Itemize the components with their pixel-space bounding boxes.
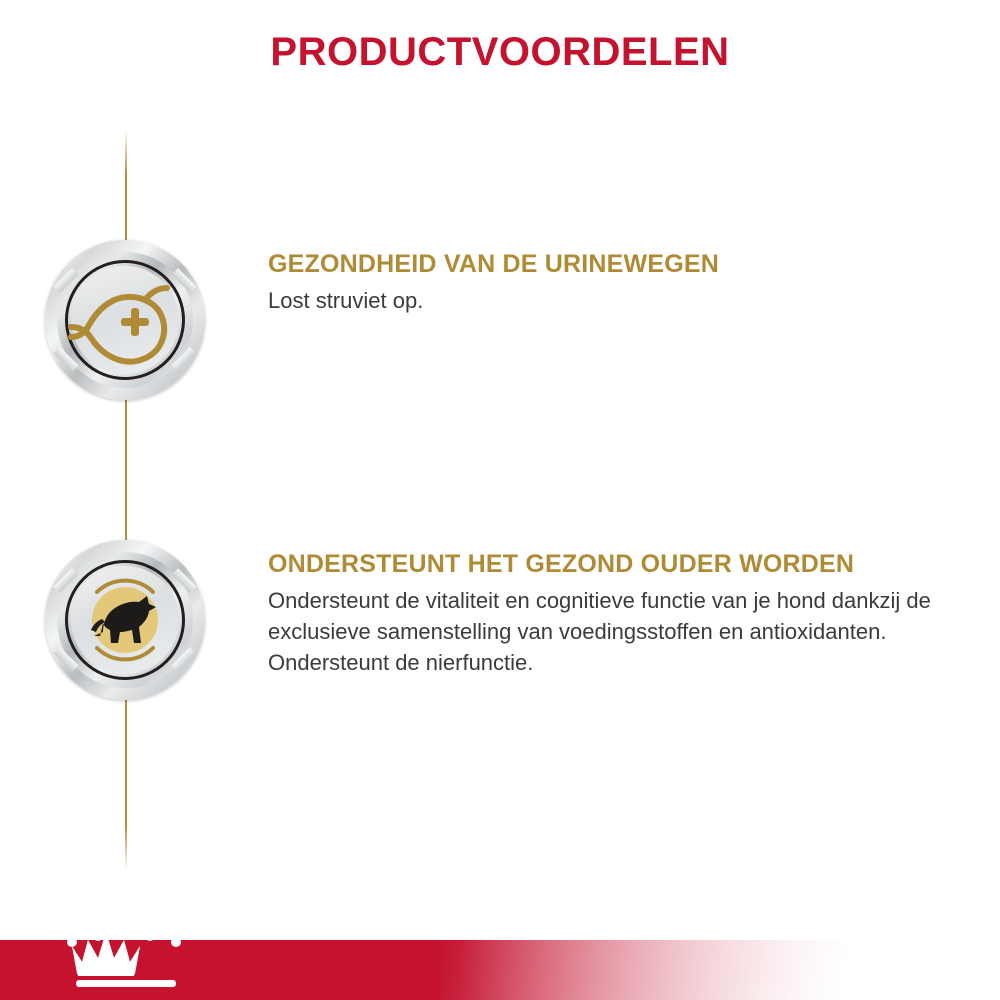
benefit-text-block [268,250,974,316]
footer-gradient-fade [440,940,1000,1000]
royal-canin-crown-logo [62,926,190,992]
footer [0,922,1000,1000]
benefit-body: Lost struviet op. [268,288,424,313]
benefit-heading: GEZONDHEID VAN DE URINEWEGEN [268,250,719,278]
benefit-heading: ONDERSTEUNT HET GEZOND OUDER WORDEN [268,550,855,578]
page-title: PRODUCTVOORDELEN [270,30,730,74]
benefit-text-block [268,550,974,679]
senior-dog-icon [45,540,205,700]
benefit-body: Ondersteunt de vitaliteit en cognitieve functie van je hond dankzij de exclusieve samenstelling van voedingsstoffen en antioxidanten. Ondersteunt de nierfunctie. [268,588,931,676]
urinary-bladder-plus-icon [45,240,205,400]
